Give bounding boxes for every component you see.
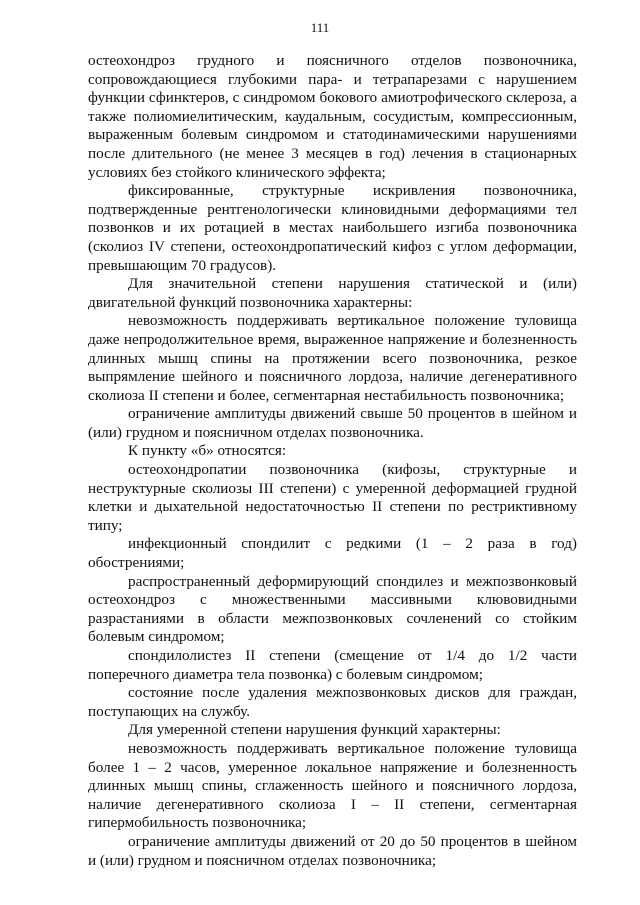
paragraph: фиксированные, структурные искривления позвоночника, подтвержденные рентгенологически клиновидными деформациями тел позвонков и их ротацией в местах наибольшего изгиба позвоночника (сколиоз IV степени, остеохондропатический кифоз с углом деформации, превышающим 70 градусов).	[88, 182, 577, 274]
paragraph: Для значительной степени нарушения статической и (или) двигательной функций позвоночника характерны:	[88, 275, 577, 311]
paragraph: Для умеренной степени нарушения функций характерны:	[128, 721, 501, 739]
page-number: 111	[310, 20, 330, 35]
paragraph: остеохондроз грудного и поясничного отделов позвоночника, сопровождающиеся глубокими пара- и тетрапарезами с нарушением функции сфинктеров, с синдромом бокового амиотрофического склероза, а также полиомиелитическим, каудальным, сосудистым, компрессионным, выраженным болевым синдромом и статодинамическими нарушениями после длительного (не менее 3 месяцев в год) лечения в стационарных условиях без стойкого клинического эффекта;	[88, 52, 577, 181]
paragraph: остеохондропатии позвоночника (кифозы, структурные и неструктурные сколиозы III степени) с умеренной деформацией грудной клетки и дыхательной недостаточностью II степени по рестриктивному типу;	[88, 461, 577, 534]
paragraph: распространенный деформирующий спондилез и межпозвонковый остеохондроз с множественными массивными клювовидными разрастаниями в области межпозвонковых сочленений со стойким болевым синдромом;	[88, 572, 577, 646]
paragraph: ограничение амплитуды движений свыше 50 процентов в шейном и (или) грудном и поясничном отделах позвоночника.	[88, 405, 577, 441]
paragraph: невозможность поддерживать вертикальное положение туловища даже непродолжительное время, выраженное напряжение и болезненность длинных мышц спины на протяжении всего позвоночника, резкое выпрямление шейного и поясничного лордоза, наличие дегенеративного сколиоза II степени и более, сегментарная нестабильность позвоночника;	[88, 312, 577, 404]
paragraph: спондилолистез II степени (смещение от 1/4 до 1/2 части поперечного диаметра тела позвонка) с болевым синдромом;	[88, 647, 577, 683]
paragraph: К пункту «б» относятся:	[128, 442, 287, 460]
paragraph: невозможность поддерживать вертикальное положение туловища более 1 – 2 часов, умеренное локальное напряжение и болезненность длинных мышц спины, сглаженность шейного и поясничного лордоза, наличие дегенеративного сколиоза I – II степени, сегментарная гипермобильность позвоночника;	[88, 739, 577, 832]
paragraph: состояние после удаления межпозвонковых дисков для граждан, поступающих на службу.	[88, 684, 577, 720]
document-body	[88, 52, 577, 870]
paragraph: ограничение амплитуды движений от 20 до 50 процентов в шейном и (или) грудном и поясничном отделах позвоночника;	[88, 832, 577, 869]
paragraph: инфекционный спондилит с редкими (1 – 2 раза в год) обострениями;	[88, 535, 577, 572]
